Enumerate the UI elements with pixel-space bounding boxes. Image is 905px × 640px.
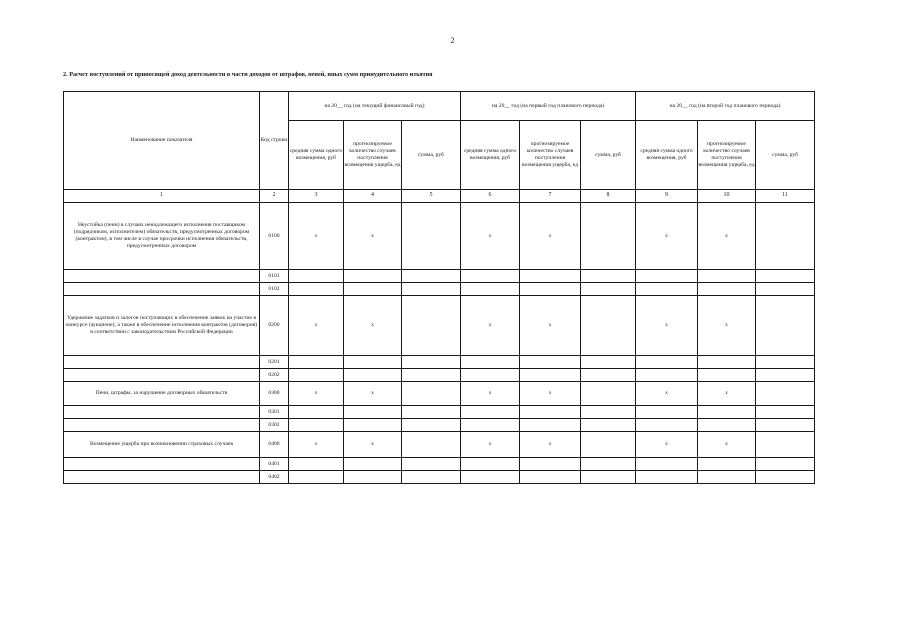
indicator-name	[64, 406, 260, 419]
row-code: 0302	[260, 419, 289, 432]
data-cell[interactable]	[636, 369, 698, 382]
data-cell[interactable]	[402, 471, 461, 484]
header-period-current: на 20__ год (на текущий финансовый год)	[289, 92, 461, 121]
table-row	[64, 432, 815, 458]
data-cell[interactable]	[402, 419, 461, 432]
data-cell[interactable]	[698, 369, 756, 382]
cross-mark: x	[289, 296, 344, 356]
data-cell[interactable]	[581, 356, 636, 369]
column-number: 4	[344, 190, 402, 203]
data-cell[interactable]	[756, 458, 815, 471]
cross-mark: x	[461, 203, 520, 270]
data-cell[interactable]	[581, 283, 636, 296]
column-number: 1	[64, 190, 260, 203]
data-cell[interactable]	[698, 356, 756, 369]
data-cell[interactable]	[698, 283, 756, 296]
row-code: 0102	[260, 283, 289, 296]
header-period-second: на 20__ год (на второй год планового периода)	[636, 92, 815, 121]
column-number: 5	[402, 190, 461, 203]
data-cell[interactable]	[461, 283, 520, 296]
data-cell[interactable]	[402, 406, 461, 419]
table-row	[64, 296, 815, 356]
data-cell[interactable]	[520, 406, 581, 419]
data-cell[interactable]	[698, 406, 756, 419]
column-number: 8	[581, 190, 636, 203]
data-cell[interactable]	[581, 406, 636, 419]
cross-mark: x	[636, 296, 698, 356]
row-code: 0400	[260, 432, 289, 458]
cross-mark: x	[520, 432, 581, 458]
header-forecast-count: прогнозируемое количество случаев поступления возмещения ущерба, ед	[698, 121, 756, 190]
row-code: 0300	[260, 382, 289, 406]
data-cell[interactable]	[289, 471, 344, 484]
cross-mark: x	[636, 432, 698, 458]
table-row	[64, 458, 815, 471]
data-cell[interactable]	[581, 458, 636, 471]
data-cell[interactable]	[581, 471, 636, 484]
data-cell[interactable]	[289, 283, 344, 296]
row-code: 0201	[260, 356, 289, 369]
cross-mark: x	[698, 296, 756, 356]
cross-mark: x	[636, 382, 698, 406]
sum-cell[interactable]	[402, 296, 461, 356]
data-cell[interactable]	[698, 471, 756, 484]
sum-cell[interactable]	[581, 296, 636, 356]
cross-mark: x	[520, 296, 581, 356]
sum-cell[interactable]	[756, 296, 815, 356]
header-sum: сумма, руб	[581, 121, 636, 190]
cross-mark: x	[461, 432, 520, 458]
column-number: 11	[756, 190, 815, 203]
sum-cell[interactable]	[756, 203, 815, 270]
data-cell[interactable]	[461, 471, 520, 484]
header-avg-amount: средняя сумма одного возмещения, руб	[636, 121, 698, 190]
column-number: 6	[461, 190, 520, 203]
data-cell[interactable]	[756, 270, 815, 283]
indicator-name: Пени, штрафы, за нарушение договорных обязательств	[64, 382, 260, 406]
data-cell[interactable]	[402, 270, 461, 283]
data-cell[interactable]	[756, 356, 815, 369]
data-cell[interactable]	[636, 471, 698, 484]
column-number: 2	[260, 190, 289, 203]
table-row	[64, 406, 815, 419]
data-cell[interactable]	[636, 283, 698, 296]
cross-mark: x	[698, 382, 756, 406]
header-row-code: Код строки	[260, 92, 289, 190]
column-number: 10	[698, 190, 756, 203]
sum-cell[interactable]	[581, 382, 636, 406]
row-code: 0101	[260, 270, 289, 283]
sum-cell[interactable]	[402, 382, 461, 406]
cross-mark: x	[289, 382, 344, 406]
data-cell[interactable]	[344, 471, 402, 484]
data-cell[interactable]	[344, 419, 402, 432]
indicator-name	[64, 458, 260, 471]
data-cell[interactable]	[344, 356, 402, 369]
header-forecast-count: прогнозируемое количество случаев поступления возмещения ущерба, ед	[344, 121, 402, 190]
column-number-row	[64, 190, 815, 203]
data-cell[interactable]	[461, 419, 520, 432]
data-cell[interactable]	[402, 356, 461, 369]
data-cell[interactable]	[520, 458, 581, 471]
column-number: 3	[289, 190, 344, 203]
row-code: 0402	[260, 471, 289, 484]
sum-cell[interactable]	[402, 432, 461, 458]
indicator-name	[64, 369, 260, 382]
table-row	[64, 203, 815, 270]
sum-cell[interactable]	[402, 203, 461, 270]
sum-cell[interactable]	[756, 432, 815, 458]
sum-cell[interactable]	[581, 203, 636, 270]
data-cell[interactable]	[756, 369, 815, 382]
cross-mark: x	[520, 382, 581, 406]
section-title: 2. Расчет поступлений от приносящей доход деятельности в части доходов от штрафов, пеней, иных сумм принудительного изъятия	[63, 71, 433, 78]
indicator-name	[64, 419, 260, 432]
table-row	[64, 270, 815, 283]
data-cell[interactable]	[636, 270, 698, 283]
page-number: 2	[450, 36, 455, 45]
data-cell[interactable]	[520, 471, 581, 484]
data-cell[interactable]	[344, 406, 402, 419]
cross-mark: x	[698, 432, 756, 458]
sum-cell[interactable]	[756, 382, 815, 406]
data-cell[interactable]	[461, 270, 520, 283]
data-cell[interactable]	[636, 458, 698, 471]
cross-mark: x	[344, 296, 402, 356]
data-cell[interactable]	[344, 270, 402, 283]
data-cell[interactable]	[756, 419, 815, 432]
table-row	[64, 382, 815, 406]
column-number: 9	[636, 190, 698, 203]
data-cell[interactable]	[461, 458, 520, 471]
data-cell[interactable]	[461, 406, 520, 419]
header-forecast-count: прогнозируемое количество случаев поступления возмещения ущерба, ед	[520, 121, 581, 190]
cross-mark: x	[636, 203, 698, 270]
data-cell[interactable]	[756, 283, 815, 296]
data-cell[interactable]	[520, 356, 581, 369]
header-avg-amount: средняя сумма одного возмещения, руб	[289, 121, 344, 190]
indicator-name	[64, 356, 260, 369]
indicator-name	[64, 283, 260, 296]
data-cell[interactable]	[289, 369, 344, 382]
data-cell[interactable]	[581, 369, 636, 382]
indicator-name: Возмещение ущерба при возникновении страховых случаев	[64, 432, 260, 458]
cross-mark: x	[344, 382, 402, 406]
data-cell[interactable]	[344, 458, 402, 471]
sum-cell[interactable]	[581, 432, 636, 458]
data-cell[interactable]	[461, 369, 520, 382]
header-period-first: на 20__ год (на первый год планового периода)	[461, 92, 636, 121]
data-cell[interactable]	[289, 458, 344, 471]
indicator-name: Удержание задатков и залогов поступающих в обеспечение заявок на участие в конкурсе (аукционе), а также в обеспечение исполнения контрактов (договоров) в соответствии с законодательством Российской Федерации	[64, 296, 260, 356]
data-cell[interactable]	[289, 356, 344, 369]
revenue-calculation-table	[63, 91, 815, 484]
data-cell[interactable]	[756, 471, 815, 484]
data-cell[interactable]	[520, 369, 581, 382]
header-row-periods	[64, 92, 815, 121]
data-cell[interactable]	[520, 419, 581, 432]
data-cell[interactable]	[756, 406, 815, 419]
cross-mark: x	[698, 203, 756, 270]
data-cell[interactable]	[581, 419, 636, 432]
data-cell[interactable]	[636, 406, 698, 419]
data-cell[interactable]	[402, 283, 461, 296]
data-cell[interactable]	[698, 458, 756, 471]
data-cell[interactable]	[402, 369, 461, 382]
data-cell[interactable]	[402, 458, 461, 471]
row-code: 0100	[260, 203, 289, 270]
data-cell[interactable]	[289, 270, 344, 283]
cross-mark: x	[461, 382, 520, 406]
table-row	[64, 356, 815, 369]
table-row	[64, 283, 815, 296]
data-cell[interactable]	[581, 270, 636, 283]
data-cell[interactable]	[289, 419, 344, 432]
data-cell[interactable]	[698, 270, 756, 283]
cross-mark: x	[289, 432, 344, 458]
data-cell[interactable]	[344, 283, 402, 296]
indicator-name	[64, 270, 260, 283]
column-number: 7	[520, 190, 581, 203]
table-row	[64, 369, 815, 382]
indicator-name: Неустойка (пени) в случаях ненадлежащего исполнения поставщиком (подрядчиком, исполнителем) обязательств, предусмотренных договором (контрактом), в том числе в случае просрочки исполнения обязательств, предусмотренных договором	[64, 203, 260, 270]
data-cell[interactable]	[698, 419, 756, 432]
data-cell[interactable]	[461, 356, 520, 369]
row-code: 0202	[260, 369, 289, 382]
row-code: 0301	[260, 406, 289, 419]
row-code: 0200	[260, 296, 289, 356]
cross-mark: x	[520, 203, 581, 270]
table-row	[64, 471, 815, 484]
header-indicator-name: Наименование показателя	[64, 92, 260, 190]
data-cell[interactable]	[636, 419, 698, 432]
indicator-name	[64, 471, 260, 484]
table-row	[64, 419, 815, 432]
header-avg-amount: средняя сумма одного возмещения, руб	[461, 121, 520, 190]
data-cell[interactable]	[344, 369, 402, 382]
data-cell[interactable]	[636, 356, 698, 369]
data-cell[interactable]	[289, 406, 344, 419]
row-code: 0401	[260, 458, 289, 471]
header-sum: сумма, руб	[756, 121, 815, 190]
data-cell[interactable]	[520, 283, 581, 296]
cross-mark: x	[289, 203, 344, 270]
cross-mark: x	[461, 296, 520, 356]
data-cell[interactable]	[520, 270, 581, 283]
cross-mark: x	[344, 203, 402, 270]
cross-mark: x	[344, 432, 402, 458]
header-sum: сумма, руб	[402, 121, 461, 190]
